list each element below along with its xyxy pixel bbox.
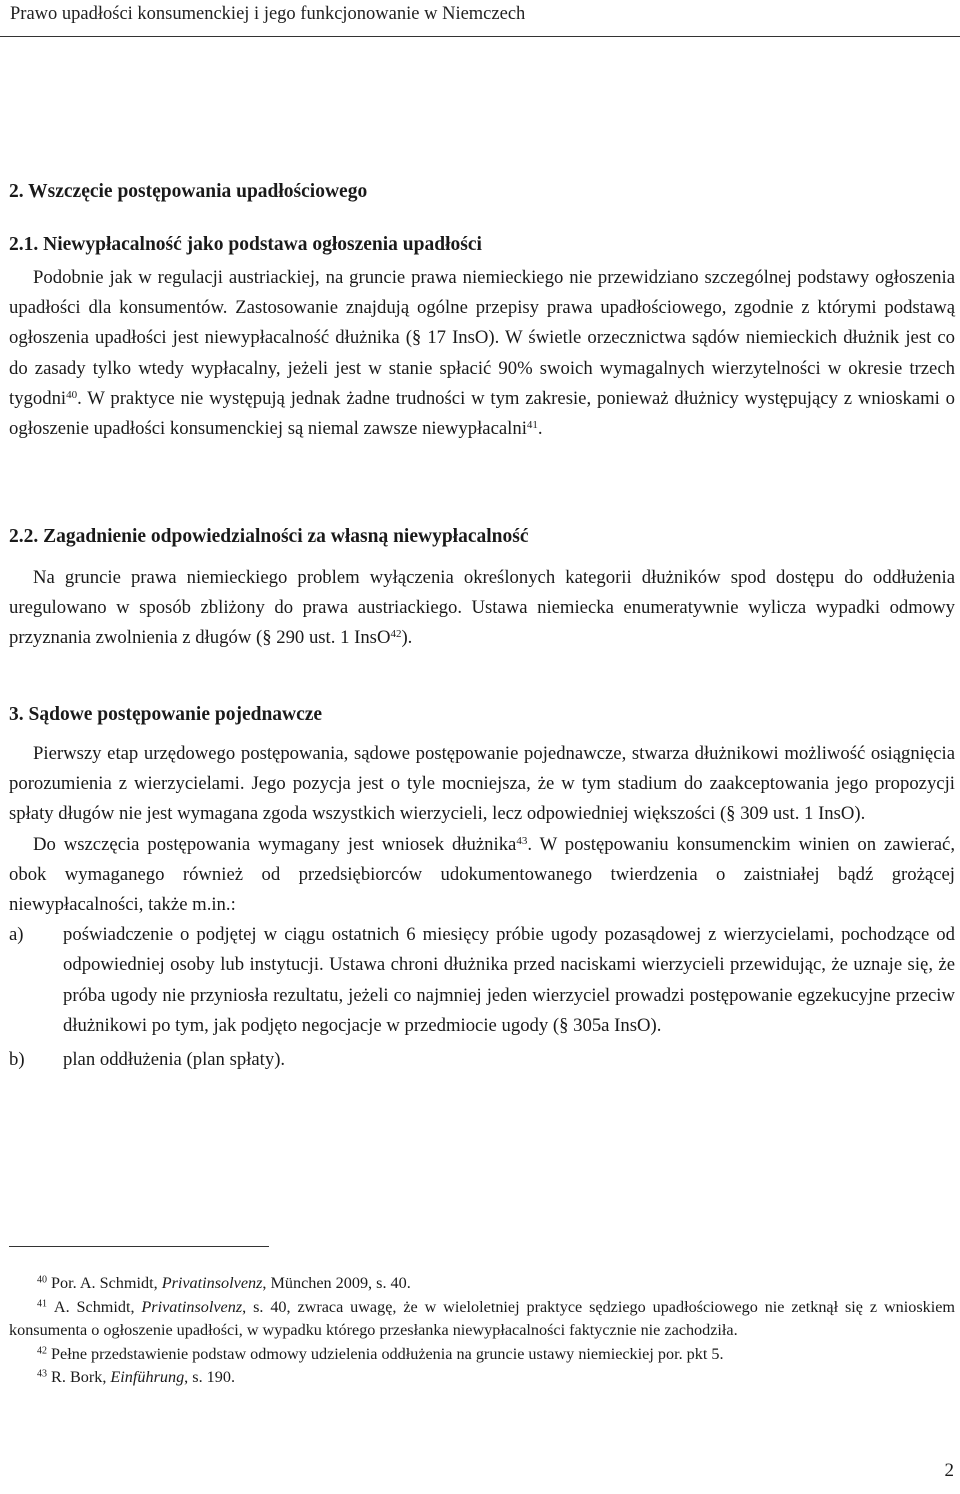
footnote-text: Por. A. Schmidt, — [51, 1274, 162, 1292]
subsection-heading: 2.2. Zagadnienie odpowiedzialności za własną niewypłacalność — [9, 526, 529, 547]
paragraph-text: Do wszczęcia postępowania wymagany jest wniosek dłużnika — [33, 833, 517, 855]
paragraph — [9, 830, 955, 921]
footnote-text: , s. 40, zwraca uwagę, że w wieloletniej praktyce sędziego upadłościowego nie zetknął się z wnioskiem konsumenta o ogłoszenie upadłości, w wypadku którego przesłanka niewypłacalności faktycznie nie zachodziła. — [9, 1297, 955, 1339]
running-head: Prawo upadłości konsumenckiej i jego funkcjonowanie w Niemczech — [10, 4, 526, 24]
footnote-title: Privatinsolvenz — [161, 1274, 263, 1292]
footnote-number: 42 — [37, 1345, 47, 1356]
list-marker: a) — [9, 924, 24, 946]
page-number: 2 — [944, 1460, 954, 1481]
footnote-number: 43 — [37, 1368, 47, 1380]
section-3 — [9, 701, 955, 1075]
paragraph: Pierwszy etap urzędowego postępowania, sądowe postępowanie pojednawcze, stwarza dłużnikowi możliwość osiągnięcia porozumienia z wierzycielami. Jego pozycja jest o tyle mocniejsza, że w tym stadium do zaakceptowania jego propozycji spłaty długów nie jest wymagana zgoda wszystkich wierzycieli, lecz odpowiedniej większości (§ 309 ust. 1 InsO). — [9, 743, 955, 825]
list-marker: b) — [9, 1049, 25, 1071]
footnote — [9, 1366, 955, 1390]
footnote-ref: 41 — [526, 418, 538, 431]
footnote-text: Pełne przedstawienie podstaw odmowy udzielenia oddłużenia na gruncie ustawy niemieckiej por. pkt 5. — [51, 1344, 724, 1363]
footnotes — [9, 1272, 955, 1390]
header-rule — [0, 36, 960, 37]
footnote-title: Privatinsolvenz — [141, 1297, 243, 1316]
list-item — [9, 920, 955, 1041]
footnote-text: , s. 190. — [184, 1368, 235, 1386]
list-item — [9, 1045, 955, 1075]
section-2-2 — [9, 523, 955, 654]
footnote-number: 41 — [37, 1298, 47, 1309]
footnote-separator — [9, 1246, 269, 1247]
enumerated-list — [9, 920, 955, 1075]
section-heading: 3. Sądowe postępowanie pojednawcze — [9, 704, 323, 725]
section-heading: 2. Wszczęcie postępowania upadłościowego — [9, 181, 368, 202]
list-item-text: plan oddłużenia (plan spłaty). — [63, 1049, 286, 1071]
footnote-text: , München 2009, s. 40. — [262, 1274, 411, 1292]
subsection-heading: 2.1. Niewypłacalność jako podstawa ogłoszenia upadłości — [9, 234, 482, 255]
footnote — [9, 1272, 955, 1296]
paragraph — [9, 263, 955, 444]
paragraph — [9, 563, 955, 654]
paragraph-text: Na gruncie prawa niemieckiego problem wyłączenia określonych kategorii dłużników spod dostępu do oddłużenia uregulowano w sposób zbliżony do prawa austriackiego. Ustawa niemiecka enumeratywnie wylicza wypadki odmowy przyznania zwolnienia z długów (§ 290 ust. 1 InsO — [9, 567, 955, 649]
footnote-ref: 40 — [66, 388, 78, 401]
footnote-number: 40 — [37, 1274, 47, 1286]
footnote-text: R. Bork, — [51, 1368, 111, 1386]
paragraph-text: . W praktyce nie występują jednak żadne trudności w tym zakresie, ponieważ dłużnicy występujący z wnioskami o ogłoszenie upadłości konsumenckiej są niemal zawsze niewypłacalni — [9, 387, 955, 440]
footnote — [9, 1343, 955, 1367]
list-item-text: poświadczenie o podjętej w ciągu ostatnich 6 miesięcy próbie ugody pozasądowej z wierzycielami, pochodzące od odpowiedniej osoby lub instytucji. Ustawa chroni dłużnika przed naciskami wierzycieli przewidując, że uznaje się, że próba ugody nie przyniosła rezultatu, jeżeli co najmniej jeden wierzyciel prowadzi postępowanie egzekucyjne przeciw dłużnikowi po tym, jak podjęto negocjacje w przedmiocie ugody (§ 305a InsO). — [63, 924, 955, 1036]
section-2 — [9, 178, 955, 206]
footnote — [9, 1296, 955, 1343]
paragraph-text: Podobnie jak w regulacji austriackiej, na gruncie prawa niemieckiego nie przewidziano szczególnej podstawy ogłoszenia upadłości dla konsumentów. Zastosowanie znajdują ogólne przepisy prawa upadłościowego, zgodnie z którymi podstawą ogłoszenia upadłości jest niewypłacalność dłużnika (§ 17 InsO). W świetle orzecznictwa sądów niemieckich dłużnik jest co do zasady tylko wtedy wypłacalny, jeżeli jest w stanie spłacić 90% swoich wymagalnych wierzytelności w okresie trzech tygodni — [9, 267, 955, 409]
footnote-title: Einführung — [110, 1368, 185, 1386]
footnote-ref: 42 — [390, 628, 402, 641]
section-2-1 — [9, 231, 955, 444]
paragraph-text: . — [537, 418, 543, 440]
footnote-text: A. Schmidt, — [53, 1297, 142, 1316]
paragraph-text: ). — [401, 627, 413, 649]
paragraph-text: . W postępowaniu konsumenckim winien on zawierać, obok wymaganego również od przedsiębiorców udokumentowanego twierdzenia o zaistniałej bądź grożącej niewypłacalności, także m.in.: — [9, 833, 956, 916]
footnote-ref: 43 — [516, 834, 528, 847]
